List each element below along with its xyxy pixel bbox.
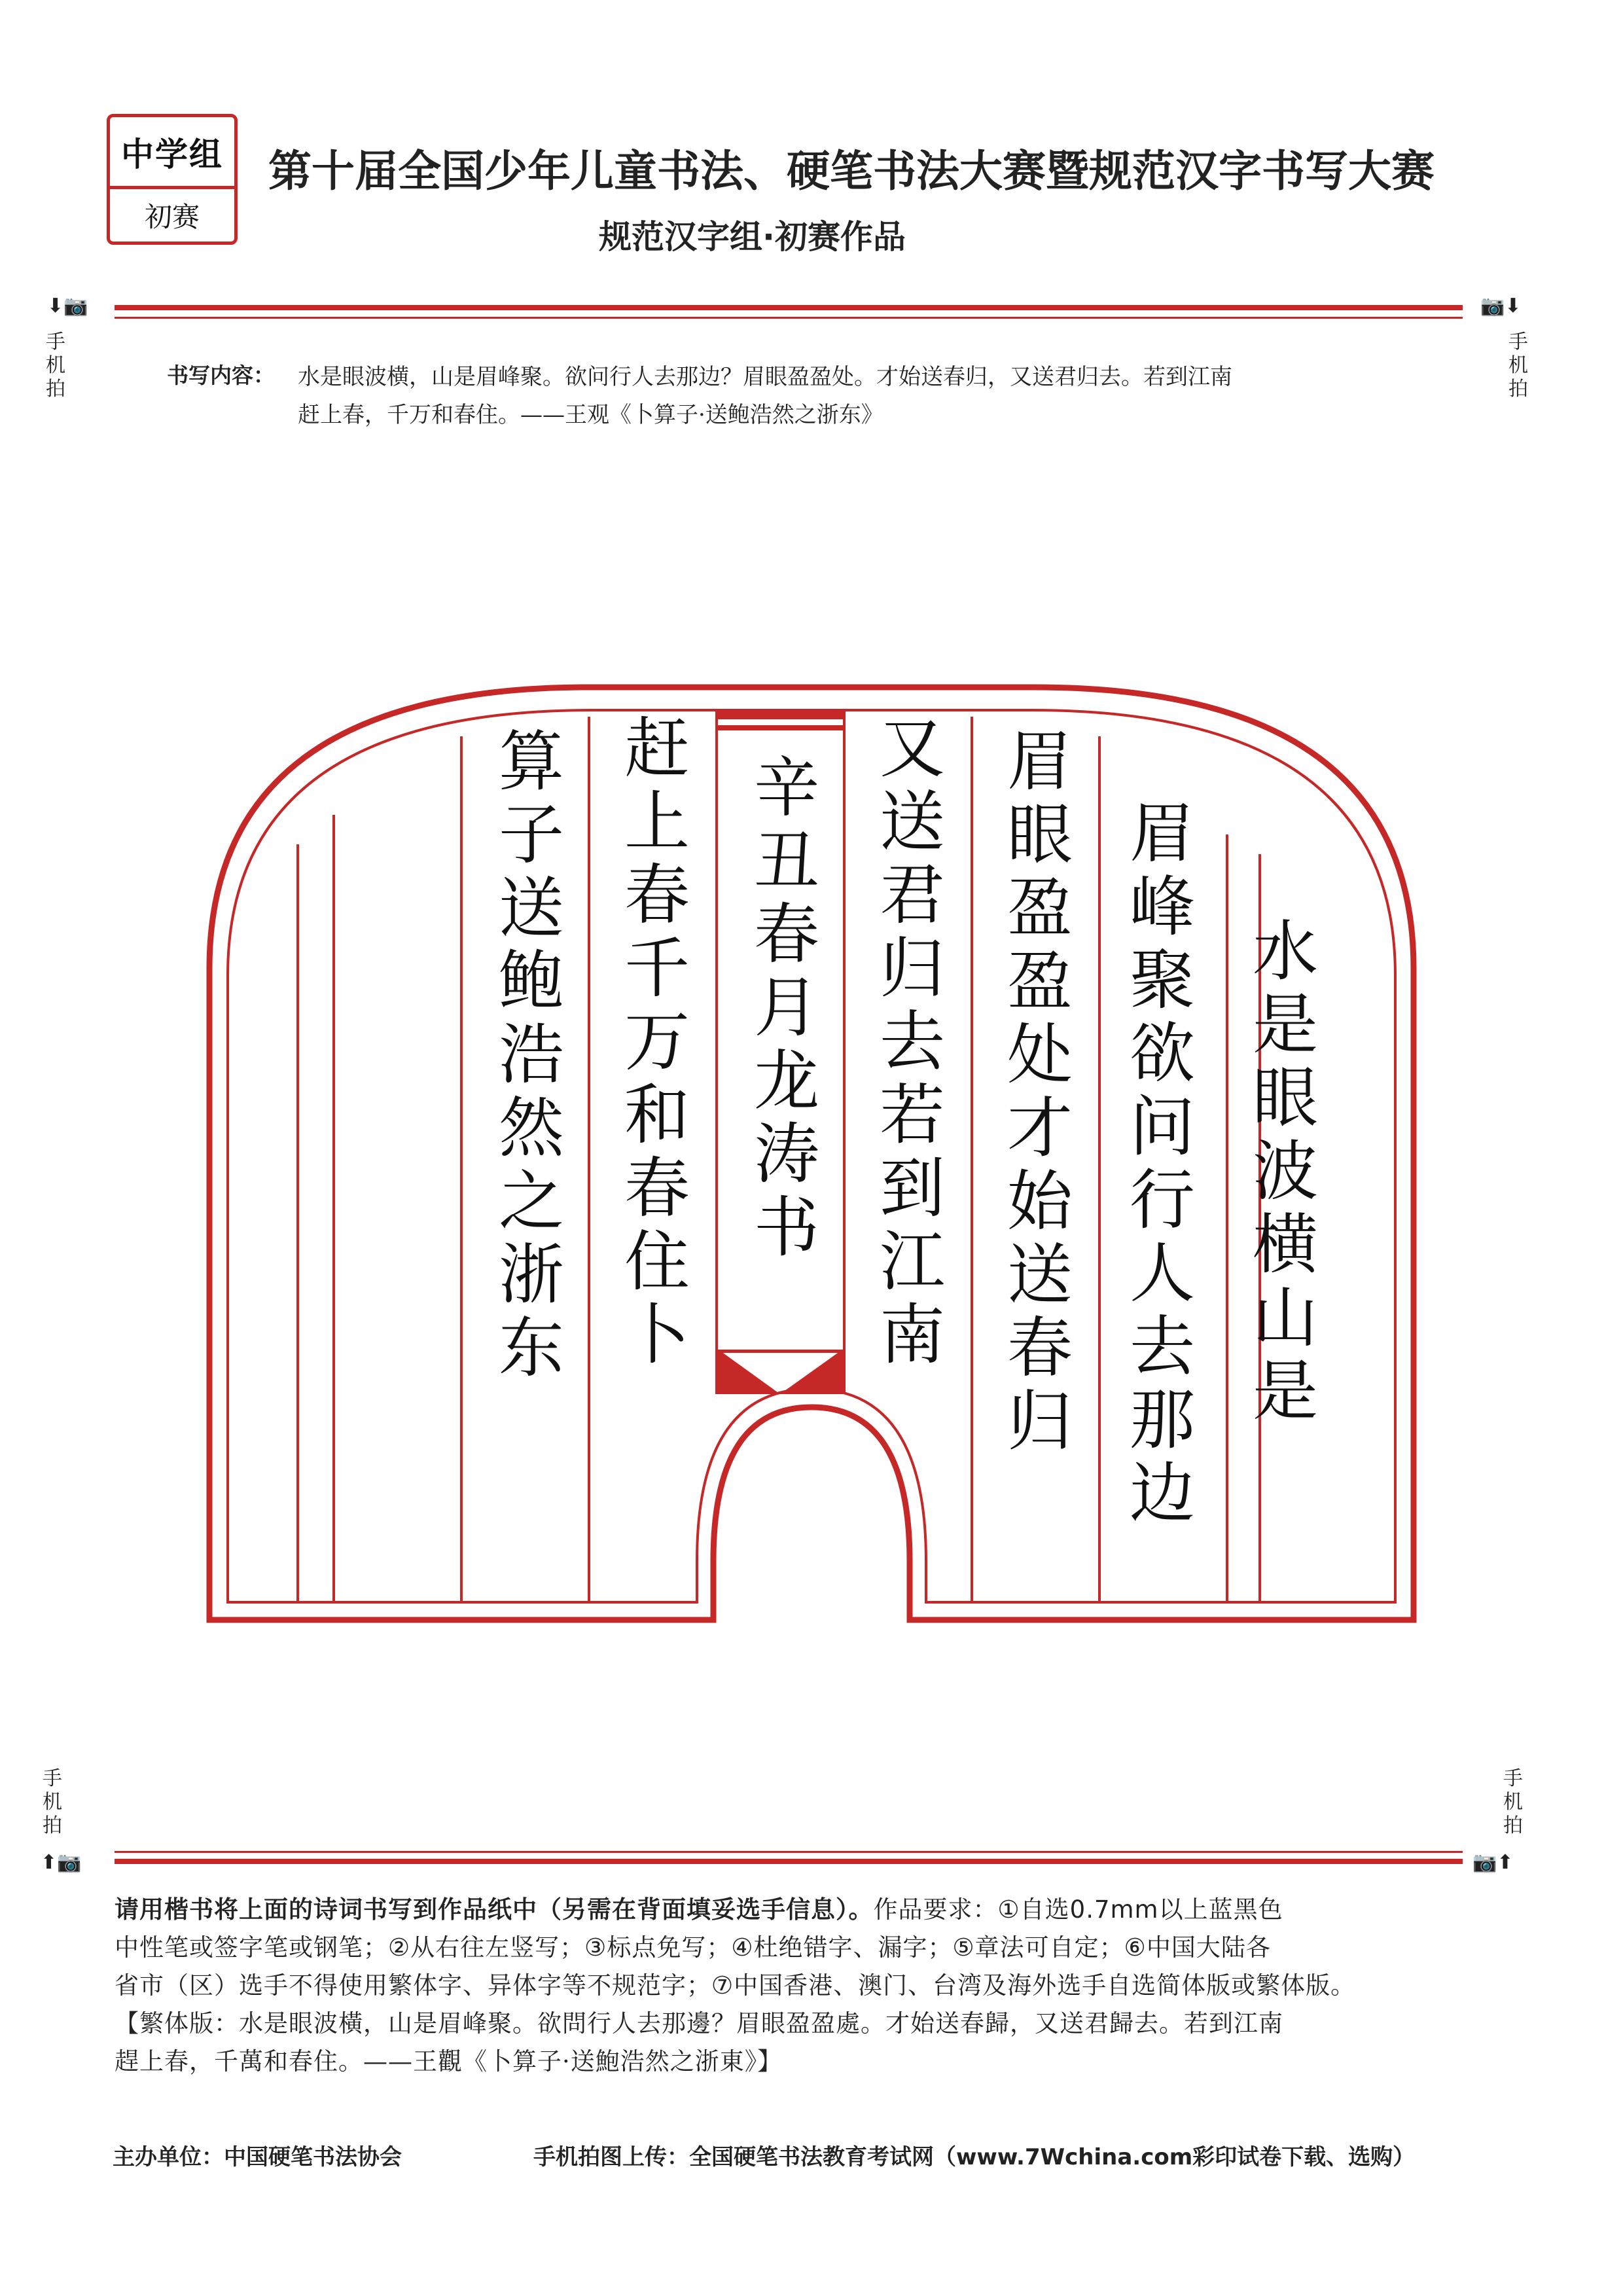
requirements-line-1-rest: 作品要求：①自选0.7mm以上蓝黑色: [873, 1895, 1283, 1924]
bottom-rule-thick: [115, 1859, 1463, 1864]
requirements-instruction: 请用楷书将上面的诗词书写到作品纸中（另需在背面填妥选手信息）。: [115, 1895, 874, 1924]
download-camera-icon-left: ⬇📷: [47, 295, 88, 317]
content-line-1: 水是眼波横，山是眉峰聚。欲问行人去那边？眉眼盈盈处。才始送春归，又送君归去。若到江南: [298, 364, 1232, 390]
footer-upload-link[interactable]: 手机拍图上传：全国硬笔书法教育考试网（www.7Wchina.com彩印试卷下载、选购）: [533, 2144, 1416, 2170]
page-title: 第十届全国少年儿童书法、硬笔书法大赛暨规范汉字书写大赛: [268, 145, 1435, 196]
artwork-column-2: 眉峰聚欲问行人去那边: [1118, 798, 1195, 1532]
artwork-column-1: 水是眼波横山是: [1241, 916, 1318, 1429]
side-label-bottom-left: 手机拍: [43, 1767, 62, 1837]
artwork-column-3: 眉眼盈盈处才始送春归: [996, 726, 1073, 1460]
side-label-top-right: 手机拍: [1508, 331, 1528, 401]
badge-round-label: 初赛: [144, 201, 200, 234]
page-subtitle: 规范汉字组·初赛作品: [599, 218, 906, 256]
artwork-column-7: 算子送鲍浩然之浙东: [488, 726, 564, 1386]
download-camera-icon-right: 📷⬇: [1480, 295, 1522, 317]
content-line-2: 赶上春，千万和春住。——王观《卜算子·送鲍浩然之浙东》: [298, 402, 883, 428]
artwork-column-6: 赶上春千万和春住卜: [613, 713, 690, 1373]
requirements-line-5: 趕上春，千萬和春住。——王觀《卜算子·送鮑浩然之浙東》】: [115, 2047, 783, 2075]
side-label-bottom-right: 手机拍: [1503, 1767, 1523, 1837]
badge-group-label: 中学组: [110, 117, 234, 189]
artwork-signature-column: 辛丑春月龙涛书: [743, 753, 819, 1266]
requirements-line-2: 中性笔或签字笔或钢笔；②从右往左竖写；③标点免写；④杜绝错字、漏字；⑤章法可自定；⑥中国大陆各: [115, 1933, 1271, 1962]
content-label: 书写内容：: [167, 363, 275, 388]
footer-organizer: 主办单位：中国硬笔书法协会: [113, 2144, 402, 2170]
requirements-line-1: [115, 1890, 1283, 1925]
upload-camera-icon-right: 📷⬆: [1472, 1851, 1514, 1874]
side-label-top-left: 手机拍: [46, 331, 65, 401]
upload-camera-icon-left: ⬆📷: [41, 1851, 82, 1874]
artwork-column-4: 又送君归去若到江南: [868, 713, 945, 1373]
requirements-line-3: 省市（区）选手不得使用繁体字、异体字等不规范字；⑦中国香港、澳门、台湾及海外选手自选简体版或繁体版。: [115, 1971, 1356, 2000]
bottom-rule-thin: [115, 1851, 1463, 1853]
requirements-line-4: 【繁体版：水是眼波橫，山是眉峰聚。欲問行人去那邊？眉眼盈盈處。才始送春歸，又送君歸去。若到江南: [115, 2009, 1283, 2037]
